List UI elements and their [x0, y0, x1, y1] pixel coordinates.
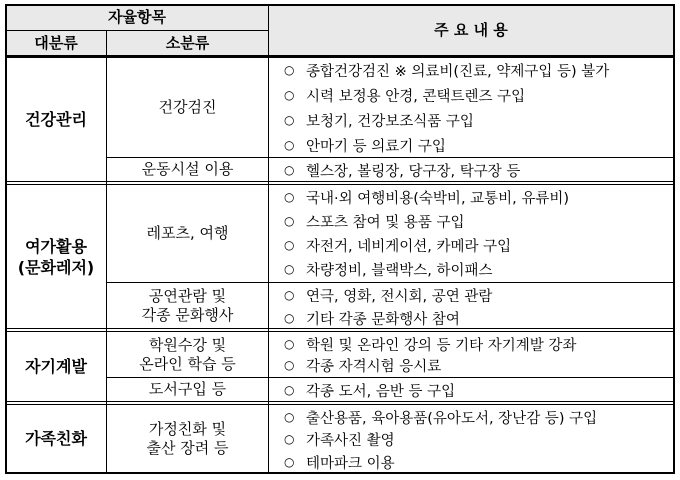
content-item: ○ 자전거, 네비게이션, 카메라 구입 [284, 238, 512, 255]
bullet-icon: ○ [284, 311, 295, 325]
bullet-icon: ○ [284, 288, 295, 302]
major-category: 가족친화 [25, 429, 87, 448]
bullet-icon: ○ [284, 88, 295, 102]
minor-category: 건강검진 [158, 98, 217, 116]
content-item: ○ 테마파크 이용 [284, 455, 395, 472]
bullet-icon: ○ [284, 432, 295, 446]
header-content: 주 요 내 용 [434, 20, 508, 39]
minor-category: 도서구입 등 [148, 380, 227, 398]
content-item: ○ 종합건강검진 ※ 의료비(진료, 약제구입 등) 불가 [284, 63, 610, 80]
header-major: 대분류 [34, 33, 78, 52]
bullet-icon: ○ [284, 262, 295, 276]
minor-category: 공연관람 및 각종 문화행사 [141, 286, 234, 324]
content-item: ○ 보청기, 건강보조식품 구입 [284, 113, 474, 130]
content-item: ○ 스포츠 참여 및 용품 구입 [284, 214, 465, 231]
content-item: ○ 시력 보정용 안경, 콘택트렌즈 구입 [284, 88, 526, 105]
content-item: ○ 학원 및 온라인 강의 등 기타 자기계발 강좌 [284, 337, 577, 354]
content-item: ○ 각종 자격시험 응시료 [284, 358, 442, 375]
bullet-icon: ○ [284, 163, 295, 177]
bullet-icon: ○ [284, 410, 295, 424]
content-item: ○ 출산용품, 육아용품(유아도서, 장난감 등) 구입 [284, 410, 598, 427]
content-item: ○ 각종 도서, 음반 등 구입 [284, 383, 456, 400]
bullet-icon: ○ [284, 214, 295, 228]
bullet-icon: ○ [284, 455, 295, 469]
major-category: 자기계발 [25, 357, 87, 376]
minor-category: 레포츠, 여행 [146, 224, 229, 242]
minor-category: 가정친화 및 출산 장려 등 [146, 419, 229, 457]
bullet-icon: ○ [284, 63, 295, 77]
content-item: ○ 가족사진 촬영 [284, 432, 395, 449]
content-item: ○ 헬스장, 볼링장, 당구장, 탁구장 등 [284, 163, 521, 180]
content-item: ○ 기타 각종 문화행사 참여 [284, 311, 460, 328]
bullet-icon: ○ [284, 358, 295, 372]
minor-category: 학원수강 및 온라인 학습 등 [139, 335, 236, 373]
header-group: 자율항목 [108, 8, 166, 26]
bullet-icon: ○ [284, 113, 295, 127]
content-item: ○ 안마기 등 의료기 구입 [284, 138, 446, 155]
major-category: 여가활용 (문화레저) [17, 236, 95, 277]
bullet-icon: ○ [284, 190, 295, 204]
content-item: ○ 국내·외 여행비용(숙박비, 교통비, 유류비) [284, 190, 570, 207]
minor-category: 운동시설 이용 [141, 160, 234, 178]
bullet-icon: ○ [284, 383, 295, 397]
bullet-icon: ○ [284, 337, 295, 351]
bullet-icon: ○ [284, 138, 295, 152]
content-item: ○ 연극, 영화, 전시회, 공연 관람 [284, 288, 493, 305]
content-item: ○ 차량정비, 블랙박스, 하이패스 [284, 262, 493, 279]
bullet-icon: ○ [284, 238, 295, 252]
header-minor: 소분류 [165, 33, 210, 52]
major-category: 건강관리 [25, 110, 87, 129]
